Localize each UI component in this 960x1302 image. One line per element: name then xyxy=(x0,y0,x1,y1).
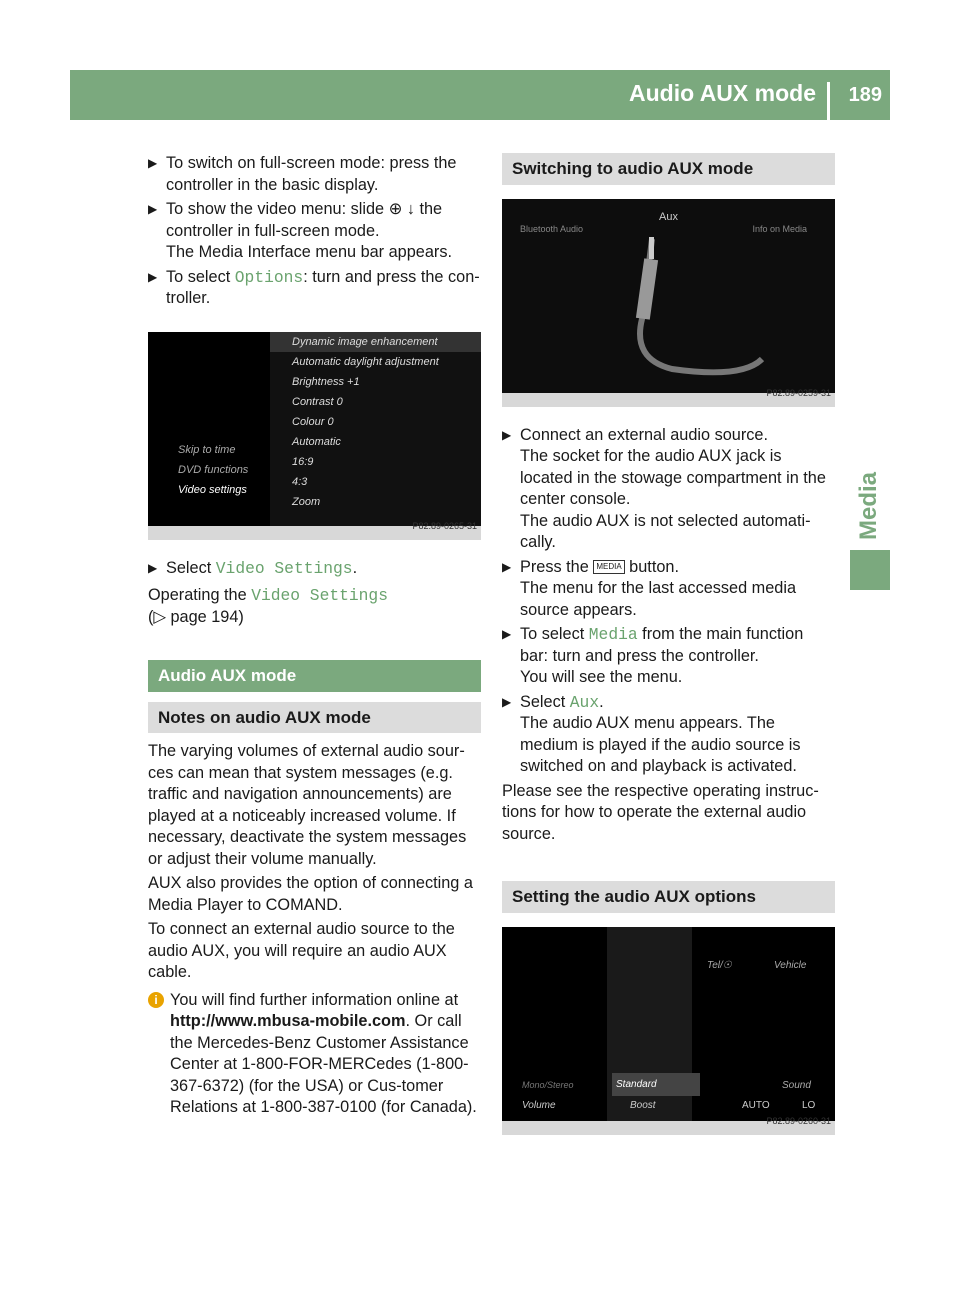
screen-item: Skip to time xyxy=(178,443,236,456)
step-detail: The audio AUX menu appears. The medium is played if the audio source is switched on and playback is activated. xyxy=(520,714,801,775)
page-number: 189 xyxy=(848,84,882,106)
info-text: . Or call the Mercedes-Benz Customer Assistance Center at 1-800-FOR-MERCedes (1-800-367-6372) (for the USA) or Cus-tomer Relations at 1-800-387-0100 (for Canada). xyxy=(170,1012,477,1116)
step-press-media xyxy=(502,557,835,622)
screen-item: Boost xyxy=(630,1099,656,1111)
subsection-heading: Setting the audio AUX options xyxy=(502,881,835,913)
aux-screenshot xyxy=(502,199,835,407)
paragraph: Please see the respective operating instruc-tions for how to operate the external audio source. xyxy=(502,781,819,843)
aux-keyword: Aux xyxy=(569,692,600,712)
info-note xyxy=(148,990,481,1119)
side-tab-box xyxy=(850,550,890,590)
video-settings-screenshot xyxy=(148,332,481,540)
media-button-icon: MEDIA xyxy=(593,560,624,574)
screen-item: Brightness +1 xyxy=(292,375,360,388)
arrow-icon: ▶ xyxy=(502,427,512,442)
screen-item: Zoom xyxy=(292,495,321,508)
subsection-heading: Switching to audio AUX mode xyxy=(502,153,835,185)
screen-item: Aux xyxy=(659,210,678,223)
page-reference[interactable]: (▷ page 194) xyxy=(148,607,244,626)
screen-item: Sound xyxy=(782,1079,811,1091)
step-text: . xyxy=(352,558,358,577)
arrow-icon: ▶ xyxy=(148,156,158,170)
screen-item: Bluetooth Audio xyxy=(520,223,584,234)
arrow-icon: ▶ xyxy=(148,202,158,216)
aux-cable-icon xyxy=(502,199,835,393)
screenshot-caption: P82.89-0260-31 xyxy=(766,1116,831,1126)
screen-item: Video settings xyxy=(178,483,247,496)
paragraph: The varying volumes of external audio sour-ces can mean that system messages (e.g. traffic and navigation announcements) are played at a noticeably increased volume. If necessary, deactivate the system messages or adjust their volume manually. xyxy=(148,742,467,868)
step-fullscreen xyxy=(148,153,481,196)
step-text: To select xyxy=(520,625,589,643)
operating-ref xyxy=(148,585,481,628)
screen-item: Info on Media xyxy=(752,223,807,234)
step-text: Press the xyxy=(520,557,594,576)
step-detail: The audio AUX is not selected automati-cally. xyxy=(520,511,811,551)
step-text: Connect an external audio source. xyxy=(520,425,768,444)
arrow-icon: ▶ xyxy=(502,627,512,641)
screen-item: Standard xyxy=(612,1073,700,1097)
arrow-icon: ▶ xyxy=(502,559,512,574)
screen-item: Automatic daylight adjustment xyxy=(292,355,439,368)
screen-item: 16:9 xyxy=(292,455,314,468)
step-detail: The socket for the audio AUX jack is located in the stowage compartment in the center console. xyxy=(520,447,826,508)
arrow-icon: ▶ xyxy=(148,269,158,284)
header-title: Audio AUX mode xyxy=(629,80,816,106)
step-select-aux xyxy=(502,692,835,778)
step-video-menu xyxy=(148,199,481,264)
step-text: To show the video menu: slide ⊕ ↓ the controller in full-screen mode. xyxy=(166,200,443,240)
step-text: Select xyxy=(520,692,570,711)
video-settings-keyword: Video Settings xyxy=(251,586,388,605)
paragraph: AUX also provides the option of connecting a Media Player to COMAND. xyxy=(148,874,473,914)
step-select-video-settings xyxy=(148,558,481,580)
screen-item: Volume xyxy=(522,1099,556,1111)
page-header xyxy=(70,70,890,120)
screenshot-caption: P82.89-0259-31 xyxy=(766,388,831,398)
arrow-icon: ▶ xyxy=(502,694,512,709)
section-heading: Audio AUX mode xyxy=(148,660,481,692)
screen-item: Contrast 0 xyxy=(292,395,343,408)
step-text: : turn and press the con-troller. xyxy=(166,267,480,307)
step-select-media xyxy=(502,624,835,689)
screen-menu-list xyxy=(270,332,481,526)
step-text: button. xyxy=(624,557,679,576)
screen-item: Colour 0 xyxy=(292,415,334,428)
side-tab-label: Media xyxy=(855,471,882,540)
screen-item: AUTO xyxy=(742,1099,770,1111)
step-text: To switch on full-screen mode: press the controller in the basic display. xyxy=(166,154,457,194)
screen-item: 4:3 xyxy=(292,475,308,488)
screen-item: Dynamic image enhancement xyxy=(270,332,481,352)
step-connect xyxy=(502,425,835,554)
step-detail: The Media Interface menu bar appears. xyxy=(166,243,452,261)
paragraph: To connect an external audio source to the audio AUX, you will require an audio AUX cable. xyxy=(148,920,455,981)
right-column xyxy=(502,153,835,1135)
step-text: Select xyxy=(166,558,216,577)
aux-options-screenshot xyxy=(502,927,835,1135)
video-settings-keyword: Video Settings xyxy=(215,558,353,578)
step-text: from the main function bar: turn and press the controller. xyxy=(520,625,804,665)
screen-item: Vehicle xyxy=(774,959,807,971)
step-detail: The menu for the last accessed media source appears. xyxy=(520,579,797,619)
media-keyword: Media xyxy=(588,625,638,644)
ref-text: Operating the xyxy=(148,586,252,604)
info-url[interactable]: http://www.mbusa-mobile.com xyxy=(170,1012,406,1030)
arrow-icon: ▶ xyxy=(148,560,158,575)
header-divider xyxy=(827,82,830,120)
step-text: To select xyxy=(166,267,235,286)
screenshot-caption: P82.89-0265-31 xyxy=(412,521,477,531)
left-column xyxy=(148,153,481,1119)
options-keyword: Options xyxy=(234,267,304,287)
screen-item: Automatic xyxy=(292,435,341,448)
info-icon: i xyxy=(148,992,164,1008)
step-options xyxy=(148,267,481,310)
screen-item: DVD functions xyxy=(178,463,249,476)
screen-item: LO xyxy=(802,1099,816,1111)
step-detail: You will see the menu. xyxy=(520,668,683,686)
step-text: . xyxy=(599,692,604,711)
screen-item: Tel/☉ xyxy=(707,959,732,971)
screen-item: Mono/Stereo xyxy=(522,1079,574,1090)
info-text: You will find further information online at xyxy=(170,990,459,1009)
subsection-heading: Notes on audio AUX mode xyxy=(148,702,481,734)
